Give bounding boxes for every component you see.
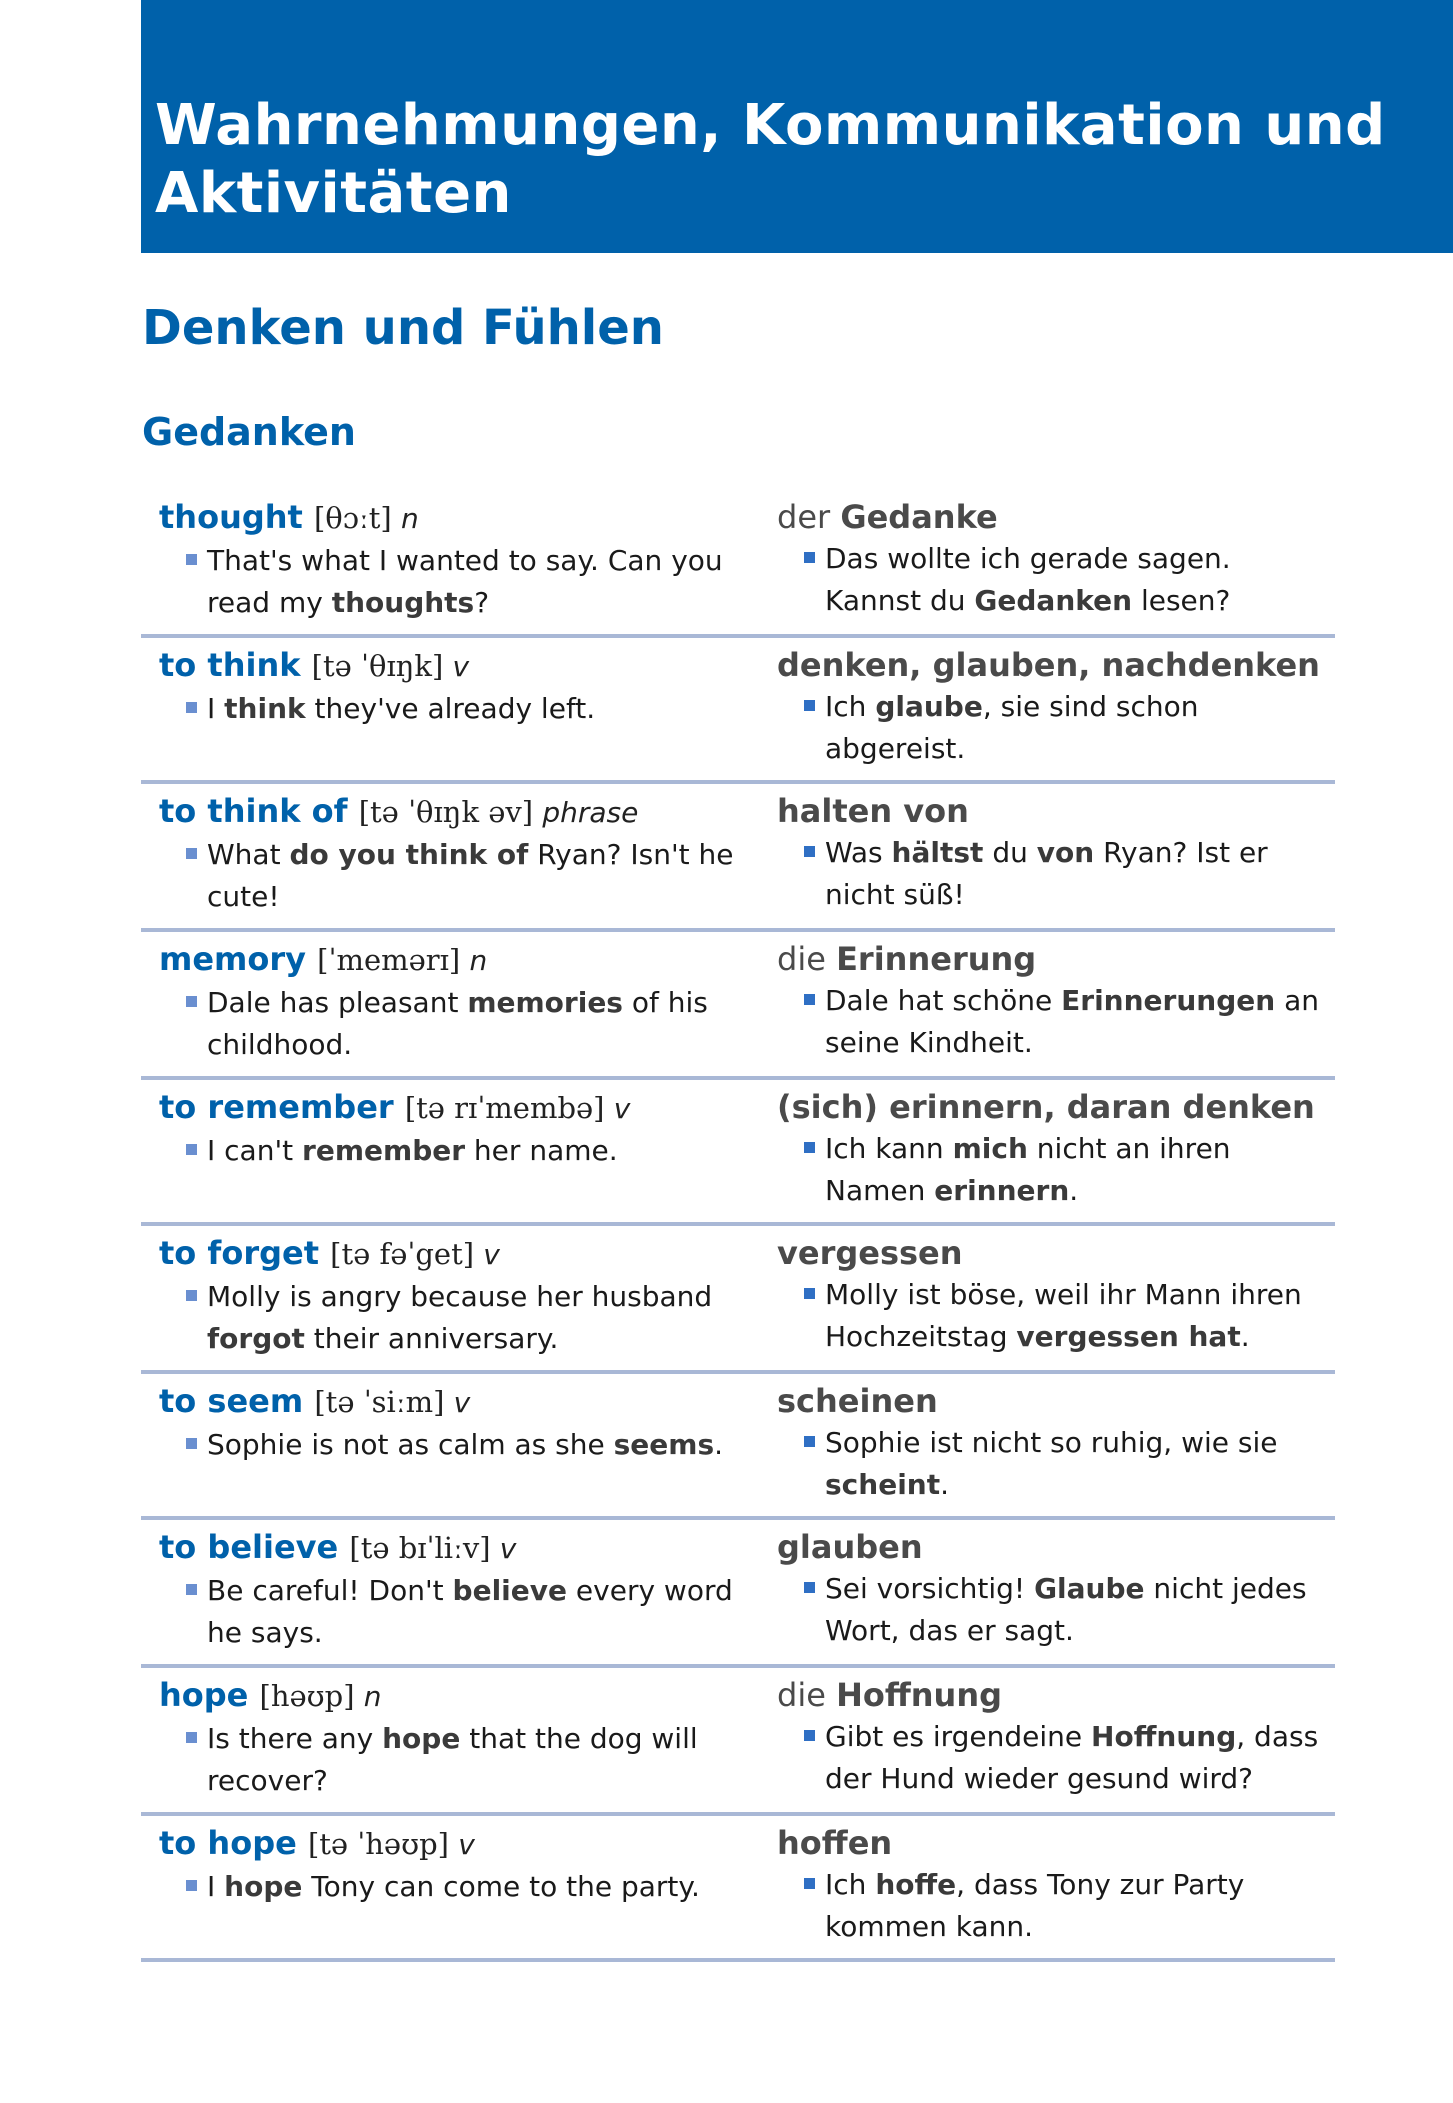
highlighted-keyword: Gedanken [974,584,1133,617]
highlighted-keyword: hope [382,1722,461,1755]
pronunciation: [tə bɪˈliːv] [349,1531,500,1565]
part-of-speech: n [363,1680,382,1713]
english-term: to think of [159,792,359,830]
english-example-text: Sophie is not as calm as she seems. [207,1428,724,1461]
german-headword-line [777,496,1335,538]
pronunciation: [həʊp] [259,1679,364,1713]
german-headword-line [777,1674,1335,1716]
square-bullet-icon [186,996,197,1007]
highlighted-keyword: do you think of [289,838,529,871]
english-example [159,1424,749,1476]
english-term: thought [159,498,314,536]
english-example-text: Is there any hope that the dog will recover? [207,1722,698,1797]
german-example [777,1128,1335,1222]
german-example [777,1422,1335,1516]
german-column [749,1374,1335,1516]
english-column [141,490,749,634]
english-column [141,1226,749,1370]
german-example [777,1274,1335,1368]
english-column [141,932,749,1076]
english-example-text: Molly is angry because her husband forgot their anniversary. [207,1280,713,1355]
german-example [777,1716,1335,1810]
german-headword-line [777,1232,1335,1274]
english-example-text: Dale has pleasant memories of his childhood. [207,986,708,1061]
square-bullet-icon [804,1288,815,1299]
german-example [777,538,1335,632]
square-bullet-icon [186,1290,197,1301]
english-term: hope [159,1676,260,1714]
chapter-title: Wahrnehmungen, Kommunikation und Aktivitäten [155,93,1386,226]
german-term: Gedanke [840,498,998,536]
square-bullet-icon [804,552,815,563]
german-example-text: Ich hoffe, dass Tony zur Party kommen kann. [825,1868,1245,1943]
square-bullet-icon [186,848,197,859]
english-example [159,834,749,928]
part-of-speech: n [400,502,419,535]
german-example [777,832,1335,926]
square-bullet-icon [186,702,197,713]
square-bullet-icon [804,1878,815,1889]
pronunciation: [tə ˈθɪŋk] [311,649,453,683]
english-headword-line [159,790,749,834]
highlighted-keyword: scheint [825,1468,941,1501]
square-bullet-icon [186,1438,197,1449]
highlighted-keyword: think [224,692,306,725]
english-headword-line [159,1380,749,1424]
vocab-entry [141,932,1335,1080]
pronunciation: [tə ˈsiːm] [314,1385,454,1419]
vocab-entry [141,638,1335,784]
highlighted-keyword: von [1036,836,1095,869]
vocab-entry [141,1668,1335,1816]
vocab-entry [141,1226,1335,1374]
german-example [777,1568,1335,1662]
pronunciation: [tə fəˈget] [330,1237,484,1271]
german-term: halten von [777,792,969,830]
highlighted-keyword: glaube [875,690,983,723]
german-column [749,1080,1335,1222]
section-title: Denken und Fühlen [142,300,664,356]
square-bullet-icon [186,1732,197,1743]
english-term: to believe [159,1528,350,1566]
vocab-entry [141,1816,1335,1962]
german-headword-line [777,1380,1335,1422]
english-example [159,982,749,1076]
part-of-speech: v [483,1238,500,1271]
german-column [749,784,1335,928]
vocab-entry [141,1374,1335,1520]
square-bullet-icon [804,1142,815,1153]
german-example-text: Sei vorsichtig! Glaube nicht jedes Wort, das er sagt. [825,1572,1307,1647]
english-example [159,1866,749,1918]
highlighted-keyword: memories [467,986,623,1019]
highlighted-keyword: remember [302,1134,466,1167]
highlighted-keyword: forgot [207,1322,305,1355]
german-example-text: Dale hat schöne Erinnerungen an seine Kindheit. [825,984,1319,1059]
square-bullet-icon [186,1584,197,1595]
german-column [749,638,1335,780]
part-of-speech: v [499,1532,517,1565]
english-headword-line [159,1086,749,1130]
german-column [749,932,1335,1076]
english-column [141,1374,749,1516]
german-headword-line [777,1526,1335,1568]
german-article: der [777,498,841,536]
english-headword-line [159,1232,749,1276]
english-term: to think [159,646,312,684]
square-bullet-icon [186,1144,197,1155]
english-term: to seem [159,1382,315,1420]
german-term: Erinnerung [836,940,1037,978]
part-of-speech: v [458,1828,475,1861]
vocab-entry [141,784,1335,932]
english-example [159,1130,749,1182]
english-column [141,1668,749,1812]
square-bullet-icon [804,700,815,711]
pronunciation: [tə ˈθɪŋk əv] [358,795,543,829]
german-example [777,1864,1335,1958]
highlighted-keyword: hoffe [875,1868,957,1901]
english-term: to hope [159,1824,308,1862]
german-headword-line [777,1822,1335,1864]
square-bullet-icon [804,1582,815,1593]
square-bullet-icon [804,994,815,1005]
highlighted-keyword: vergessen hat [1016,1320,1241,1353]
highlighted-keyword: thoughts [331,586,475,619]
pronunciation: [θɔːt] [313,501,401,535]
german-article: die [777,1676,837,1714]
english-headword-line [159,938,749,982]
square-bullet-icon [804,1436,815,1447]
vocab-entry [141,1080,1335,1226]
german-headword-line [777,790,1335,832]
german-example-text: Ich glaube, sie sind schon abgereist. [825,690,1199,765]
highlighted-keyword: hältst [891,836,984,869]
vocab-entry [141,490,1335,638]
english-example-text: That's what I wanted to say. Can you read my thoughts? [207,544,723,619]
part-of-speech: v [453,1386,471,1419]
german-example-text: Sophie ist nicht so ruhig, wie sie scheint. [825,1426,1278,1501]
english-headword-line [159,1526,749,1570]
pronunciation: [tə rɪˈmembə] [404,1091,614,1125]
highlighted-keyword: mich [952,1132,1028,1165]
german-term: Hoffnung [836,1676,1002,1714]
english-column [141,1816,749,1958]
german-example [777,686,1335,780]
english-example-text: Be careful! Don't believe every word he says. [207,1574,733,1649]
highlighted-keyword: Erinnerungen [1061,984,1276,1017]
english-column [141,1520,749,1664]
english-example-text: I can't remember her name. [207,1134,618,1167]
german-column [749,1520,1335,1664]
german-example-text: Gibt es irgendeine Hoffnung, dass der Hund wieder gesund wird? [825,1720,1319,1795]
subsection-title: Gedanken [142,410,356,454]
highlighted-keyword: Glaube [1034,1572,1145,1605]
english-example [159,688,749,740]
chapter-banner [141,0,1453,253]
pronunciation: [tə ˈhəʊp] [307,1827,459,1861]
german-term: vergessen [777,1234,963,1272]
english-example [159,1570,749,1664]
highlighted-keyword: Hoffnung [1091,1720,1237,1753]
english-column [141,638,749,780]
german-term: scheinen [777,1382,938,1420]
german-column [749,1226,1335,1370]
german-example-text: Das wollte ich gerade sagen. Kannst du Gedanken lesen? [825,542,1231,617]
highlighted-keyword: seems [613,1428,715,1461]
vocabulary-table [141,490,1335,1962]
part-of-speech: v [613,1092,631,1125]
highlighted-keyword: believe [452,1574,568,1607]
english-column [141,1080,749,1222]
part-of-speech: v [452,650,470,683]
german-example-text: Ich kann mich nicht an ihren Namen erinnern. [825,1132,1231,1207]
german-term: denken, glauben, nachdenken [777,646,1320,684]
german-term: hoffen [777,1824,893,1862]
square-bullet-icon [804,1730,815,1741]
german-headword-line [777,938,1335,980]
english-example [159,540,749,634]
english-term: memory [159,940,318,978]
square-bullet-icon [186,1880,197,1891]
part-of-speech: n [469,944,488,977]
german-column [749,1816,1335,1958]
english-example [159,1718,749,1812]
english-term: to forget [159,1234,331,1272]
square-bullet-icon [186,554,197,565]
pronunciation: [ˈmemərɪ] [317,943,470,977]
english-column [141,784,749,928]
english-headword-line [159,1822,749,1866]
square-bullet-icon [804,846,815,857]
german-article: die [777,940,837,978]
english-headword-line [159,644,749,688]
german-term: glauben [777,1528,923,1566]
part-of-speech: phrase [542,796,639,829]
english-example-text: What do you think of Ryan? Isn't he cute! [207,838,734,913]
german-example-text: Molly ist böse, weil ihr Mann ihren Hochzeitstag vergessen hat. [825,1278,1302,1353]
english-headword-line [159,496,749,540]
english-headword-line [159,1674,749,1718]
highlighted-keyword: hope [224,1870,303,1903]
english-example-text: I hope Tony can come to the party. [207,1870,700,1903]
vocab-entry [141,1520,1335,1668]
german-headword-line [777,644,1335,686]
german-column [749,1668,1335,1812]
english-term: to remember [159,1088,405,1126]
german-example [777,980,1335,1074]
english-example [159,1276,749,1370]
german-example-text: Was hältst du von Ryan? Ist er nicht süß! [825,836,1268,911]
highlighted-keyword: erinnern [934,1174,1070,1207]
german-headword-line [777,1086,1335,1128]
german-term: (sich) erinnern, daran denken [777,1088,1315,1126]
german-column [749,490,1335,634]
english-example-text: I think they've already left. [207,692,596,725]
